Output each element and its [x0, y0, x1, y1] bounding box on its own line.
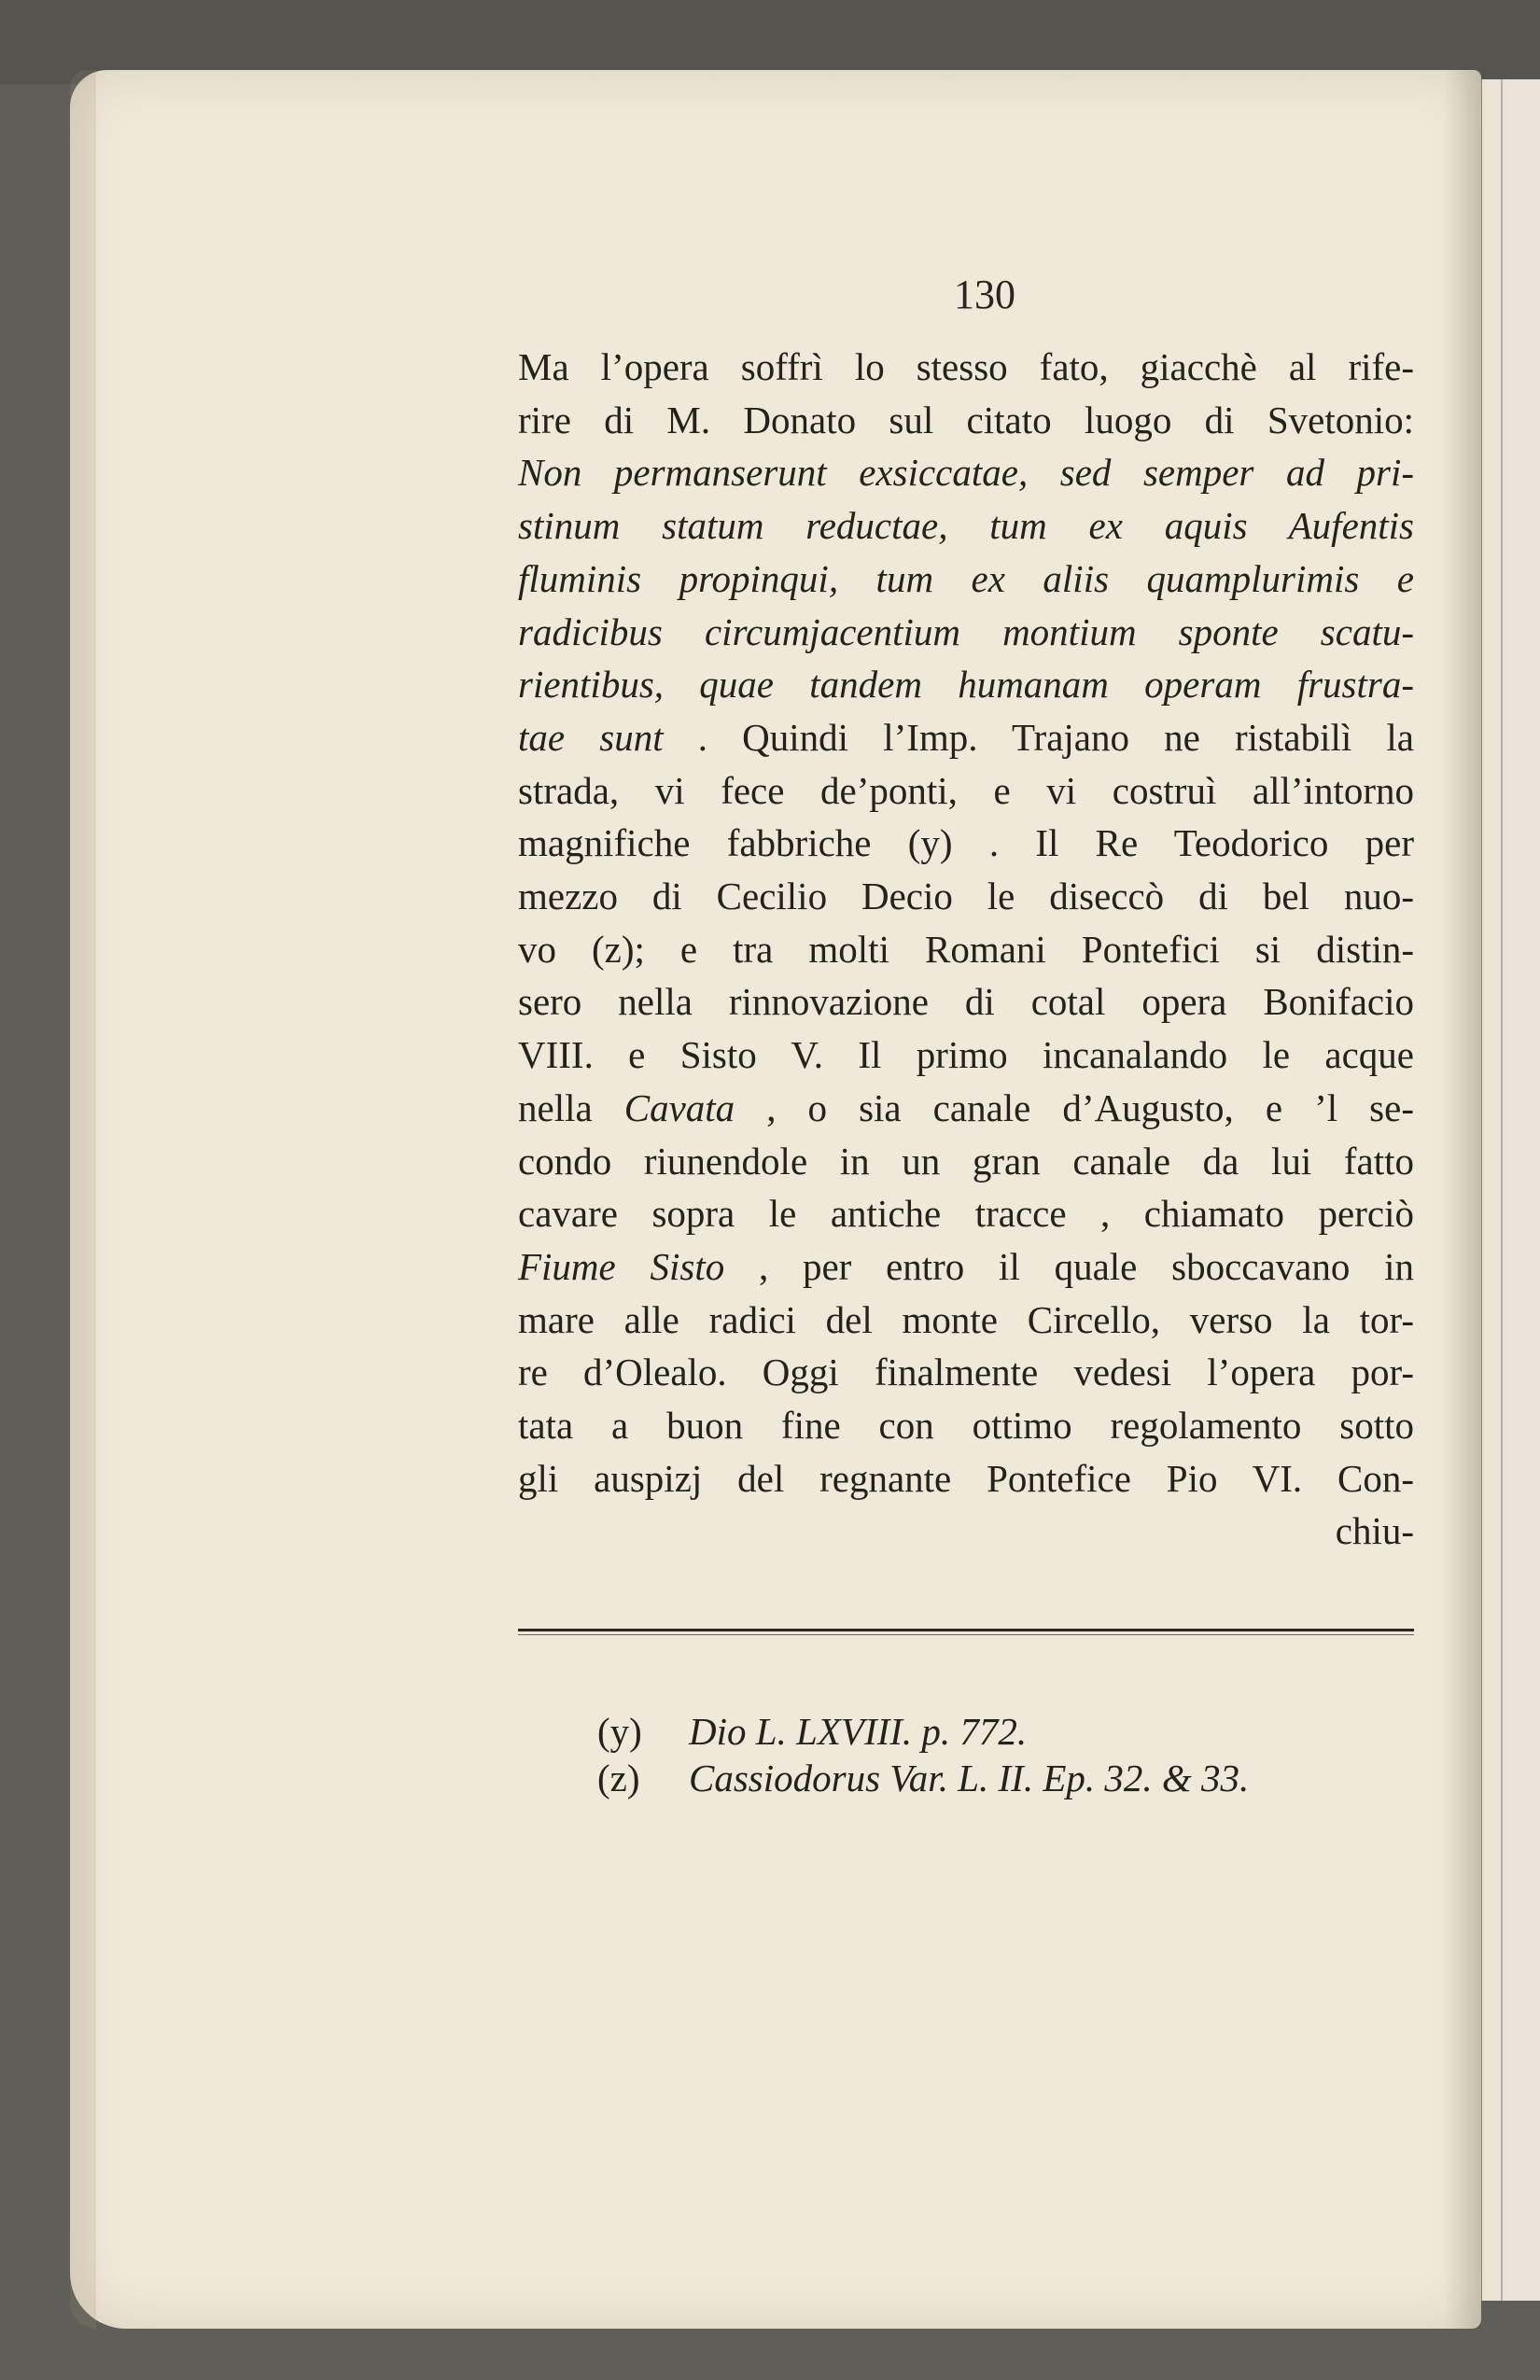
footnote [597, 1755, 1437, 1801]
italic-run: rientibus, quae tandem humanam operam frustra- [518, 663, 1414, 707]
page-deckle-edge [70, 70, 96, 2329]
page-number: 130 [954, 272, 1015, 317]
footnote-reference: Dio L. LXVIII. p. 772. [689, 1710, 1028, 1753]
footnotes [597, 1708, 1437, 1801]
roman-run: mare alle radici del monte Circello, verso la tor- [518, 1297, 1414, 1341]
text-line [518, 975, 1414, 1029]
roman-run: . Quindi l’Imp. Trajano ne ristabilì la [663, 715, 1414, 759]
text-line [518, 1187, 1414, 1240]
text-line [518, 764, 1414, 818]
text-line [518, 923, 1414, 976]
italic-run: Non permanserunt exsiccatae, sed semper ad pri- [518, 451, 1414, 495]
footnote [597, 1708, 1437, 1755]
roman-run: tata a buon fine con ottimo regolamento sotto [518, 1404, 1414, 1448]
text-line [518, 1399, 1414, 1452]
text-line [518, 606, 1414, 659]
roman-run: nella [518, 1085, 624, 1129]
roman-run: magnifiche fabbriche (y) . Il Re Teodorico per [518, 821, 1414, 865]
roman-run: vo (z); e tra molti Romani Pontefici si distin- [518, 927, 1414, 971]
roman-run: , o sia canale d’Augusto, e ’l se- [735, 1085, 1414, 1129]
text-line [518, 446, 1414, 499]
text-line [518, 658, 1414, 711]
italic-run: Cavata [623, 1085, 735, 1129]
roman-run: mezzo di Cecilio Decio le diseccò di bel nuo- [518, 875, 1414, 918]
italic-run: tae sunt [518, 715, 664, 759]
text-line [518, 711, 1414, 764]
roman-run: VIII. e Sisto V. Il primo incanalando le acque [518, 1033, 1414, 1077]
facing-page-edge [1479, 79, 1540, 2301]
italic-run: stinum statum reductae, tum ex aquis Aufentis [518, 504, 1414, 548]
roman-run: condo riunendole in un gran canale da lui fatto [518, 1139, 1414, 1183]
text-line [518, 1452, 1414, 1505]
roman-run: gli auspizj del regnante Pontefice Pio VI. Con- [518, 1456, 1414, 1500]
text-line [518, 817, 1414, 870]
roman-run: re d’Olealo. Oggi finalmente vedesi l’opera por- [518, 1351, 1414, 1394]
text-line [518, 499, 1414, 553]
text-line [518, 1082, 1414, 1135]
body-text [518, 341, 1414, 1558]
text-line [518, 870, 1414, 923]
catchword: chiu- [1335, 1509, 1414, 1553]
text-line [518, 341, 1414, 394]
gutter-shadow [1444, 70, 1481, 2329]
text-line [518, 1029, 1414, 1082]
footnote-mark: (y) [597, 1710, 642, 1753]
footnote-rule [518, 1629, 1414, 1631]
roman-run: Ma l’opera soffrì lo stesso fato, giacchè al rife- [518, 345, 1414, 388]
italic-run: Fiume Sisto [518, 1244, 725, 1288]
roman-run: rire di M. Donato sul citato luogo di Svetonio: [518, 398, 1414, 441]
italic-run: radicibus circumjacentium montium sponte scatu- [518, 609, 1414, 653]
footnote-rule-thin [518, 1634, 1414, 1635]
footnote-mark: (z) [597, 1757, 640, 1799]
text-line [518, 1294, 1414, 1347]
italic-run: fluminis propinqui, tum ex aliis quamplurimis e [518, 556, 1414, 600]
roman-run: sero nella rinnovazione di cotal opera Bonifacio [518, 980, 1414, 1024]
roman-run: strada, vi fece de’ponti, e vi costruì all’intorno [518, 768, 1414, 812]
roman-run: cavare sopra le antiche tracce , chiamato perciò [518, 1192, 1414, 1236]
footnote-reference: Cassiodorus Var. L. II. Ep. 32. & 33. [689, 1757, 1250, 1799]
text-line [518, 1135, 1414, 1188]
text-line [518, 553, 1414, 606]
text-line [518, 394, 1414, 447]
text-line [518, 1346, 1414, 1399]
text-line [518, 1240, 1414, 1294]
roman-run: , per entro il quale sboccavano in [724, 1244, 1414, 1288]
